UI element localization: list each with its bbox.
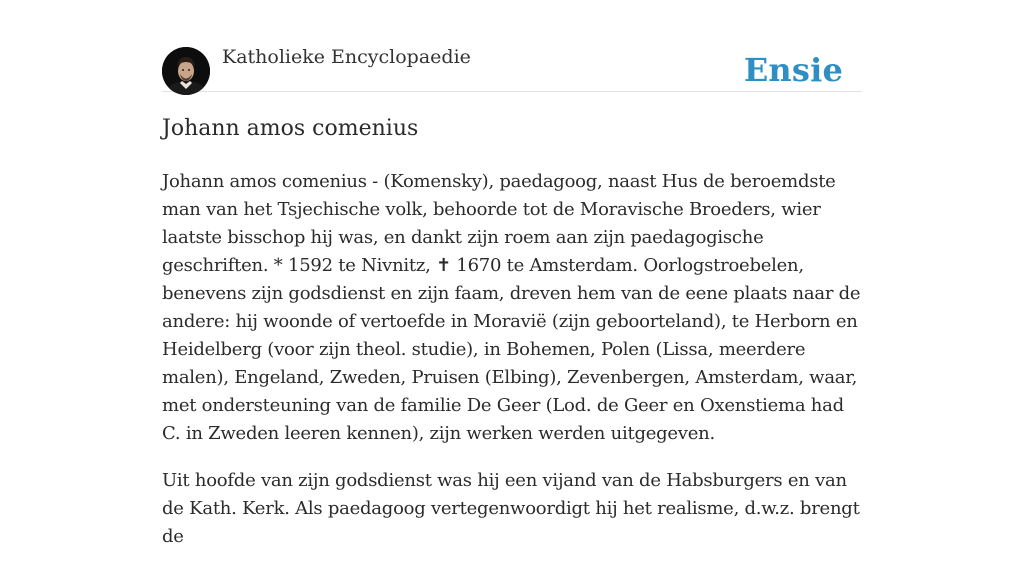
paragraph: Uit hoofde van zijn godsdienst was hij een vijand van de Habsburgers en van de Kath. Kerk. Als paedagoog vertegenwoordigt hij het realisme, d.w.z. brengt de: [162, 470, 860, 547]
brand-logo[interactable]: Ensie: [743, 51, 843, 89]
avatar[interactable]: [162, 47, 210, 95]
article-body: [162, 168, 862, 570]
paragraph: Johann amos comenius - (Komensky), paedagoog, naast Hus de beroemdste man van het Tsjechische volk, behoorde tot de Moravische Broeders, wier laatste bisschop hij was, en dankt zijn roem aan zijn paedagogische geschriften. * 1592 te Nivnitz, ✝ 1670 te Amsterdam. Oorlogstroebelen, benevens zijn godsdienst en zijn faam, dreven hem van de eene plaats naar de andere: hij woonde of vertoefde in Moravië (zijn geboorteland), te Herborn en Heidelberg (voor zijn theol. studie), in Bohemen, Polen (Lissa, meerdere malen), Engeland, Zweden, Pruisen (Elbing), Zevenbergen, Amsterdam, waar, met ondersteuning van de familie De Geer (Lod. de Geer en Oxenstiema had C. in Zweden leeren kennen), zijn werken werden uitgegeven.: [162, 171, 861, 444]
portrait-icon: [162, 47, 210, 95]
source-name[interactable]: Katholieke Encyclopaedie: [222, 46, 471, 68]
page: [162, 0, 862, 547]
page-title: Johann amos comenius: [162, 116, 419, 141]
header: [162, 0, 862, 92]
